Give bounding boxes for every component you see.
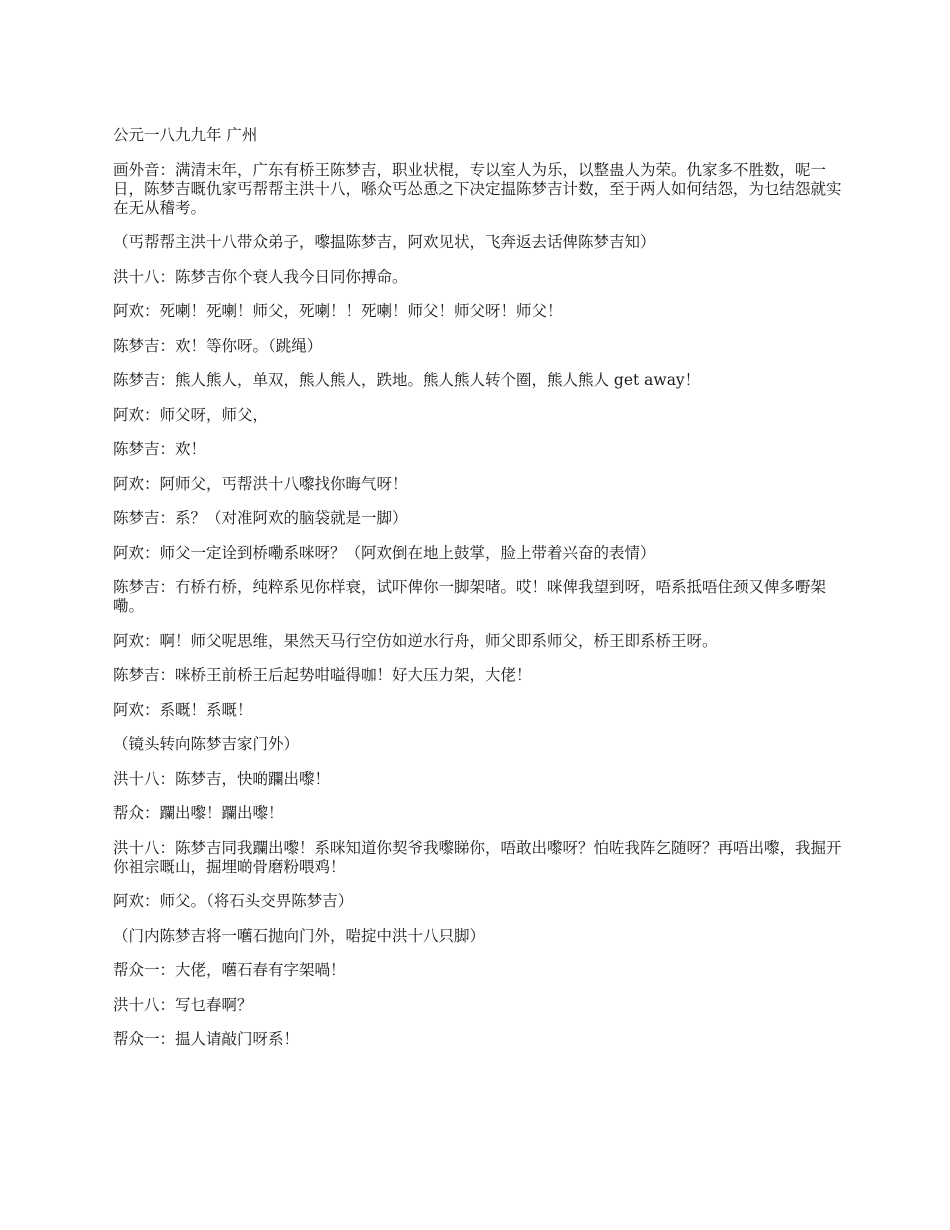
dialogue-line: 阿欢：师父呀，师父， bbox=[113, 405, 269, 424]
dialogue-line: 陈梦吉：咪桥王前桥王后起势咁嗌得咖！好大压力架，大佬！ bbox=[113, 666, 532, 684]
narration-paragraph: 画外音：满清末年，广东有桥王陈梦吉，职业状棍，专以室人为乐，以整蛊人为荣。仇家多不胜数，呢一日，陈梦吉嘅仇家丐帮帮主洪十八，喺众丐怂恿之下决定揾陈梦吉计数，至于两人如何结怨，为乜结怨就实在无从稽考。 bbox=[113, 160, 842, 217]
dialogue-line: 洪十八：陈梦吉你个衰人我今日同你搏命。 bbox=[113, 267, 408, 286]
stage-direction: （门内陈梦吉将一嚿石抛向门外，啱掟中洪十八只脚） bbox=[113, 926, 486, 945]
stage-direction: （镜头转向陈梦吉家门外） bbox=[113, 735, 300, 753]
dialogue-line: 阿欢：师父一定诠到桥嘞系咪呀？（阿欢倒在地上鼓掌，脸上带着兴奋的表情） bbox=[113, 543, 656, 562]
dialogue-line: 帮众：躝出嚟！躝出嚟！ bbox=[113, 804, 284, 822]
dialogue-line: 阿欢：阿师父，丐帮洪十八嚟找你晦气呀！ bbox=[113, 474, 408, 493]
dialogue-line: 帮众一：大佬，嚿石春有字架喎！ bbox=[113, 961, 346, 979]
dialogue-line: 洪十八：陈梦吉同我躝出嚟！系咪知道你契爷我嚟睇你，唔敢出嚟呀？怕咗我阵乞随呀？再唔出嚟，我掘开你祖宗嘅山，掘埋啲骨磨粉喂鸡！ bbox=[113, 838, 842, 876]
dialogue-line: 帮众一：揾人请敲门呀系！ bbox=[113, 1030, 300, 1048]
script-text-body bbox=[113, 126, 843, 1065]
dialogue-line: 陈梦吉：冇桥冇桥，纯粹系见你样衰，试吓俾你一脚架啫。哎！咪俾我望到呀，唔系抵唔住颈又俾多嘢架嘞。 bbox=[113, 578, 827, 615]
stage-direction: （丐帮帮主洪十八带众弟子，嚟揾陈梦吉，阿欢见状，飞奔返去话俾陈梦吉知） bbox=[113, 233, 656, 251]
dialogue-line: 阿欢：啊！师父呢思维，果然天马行空仿如逆水行舟，师父即系师父，桥王即系桥王呀。 bbox=[113, 631, 718, 650]
dialogue-line: 陈梦吉：系？（对准阿欢的脑袋就是一脚） bbox=[113, 509, 408, 527]
dialogue-line: 洪十八：陈梦吉，快啲躝出嚟！ bbox=[113, 769, 331, 788]
dialogue-line: 阿欢：死喇！死喇！师父，死喇！！死喇！师父！师父呀！师父！ bbox=[113, 302, 563, 320]
dialogue-line: 阿欢：师父。（将石头交畀陈梦吉） bbox=[113, 892, 354, 910]
scene-heading: 公元一八九九年 广州 bbox=[113, 126, 258, 144]
dialogue-line: 洪十八：写乜春啊？ bbox=[113, 995, 253, 1014]
dialogue-line: 陈梦吉：欢！等你呀。（跳绳） bbox=[113, 336, 323, 355]
dialogue-line: 陈梦吉：熊人熊人，单双，熊人熊人，跌地。熊人熊人转个圈，熊人熊人 get away！ bbox=[113, 371, 701, 389]
dialogue-line: 阿欢：系嘅！系嘅！ bbox=[113, 700, 253, 719]
dialogue-line: 陈梦吉：欢！ bbox=[113, 440, 207, 458]
